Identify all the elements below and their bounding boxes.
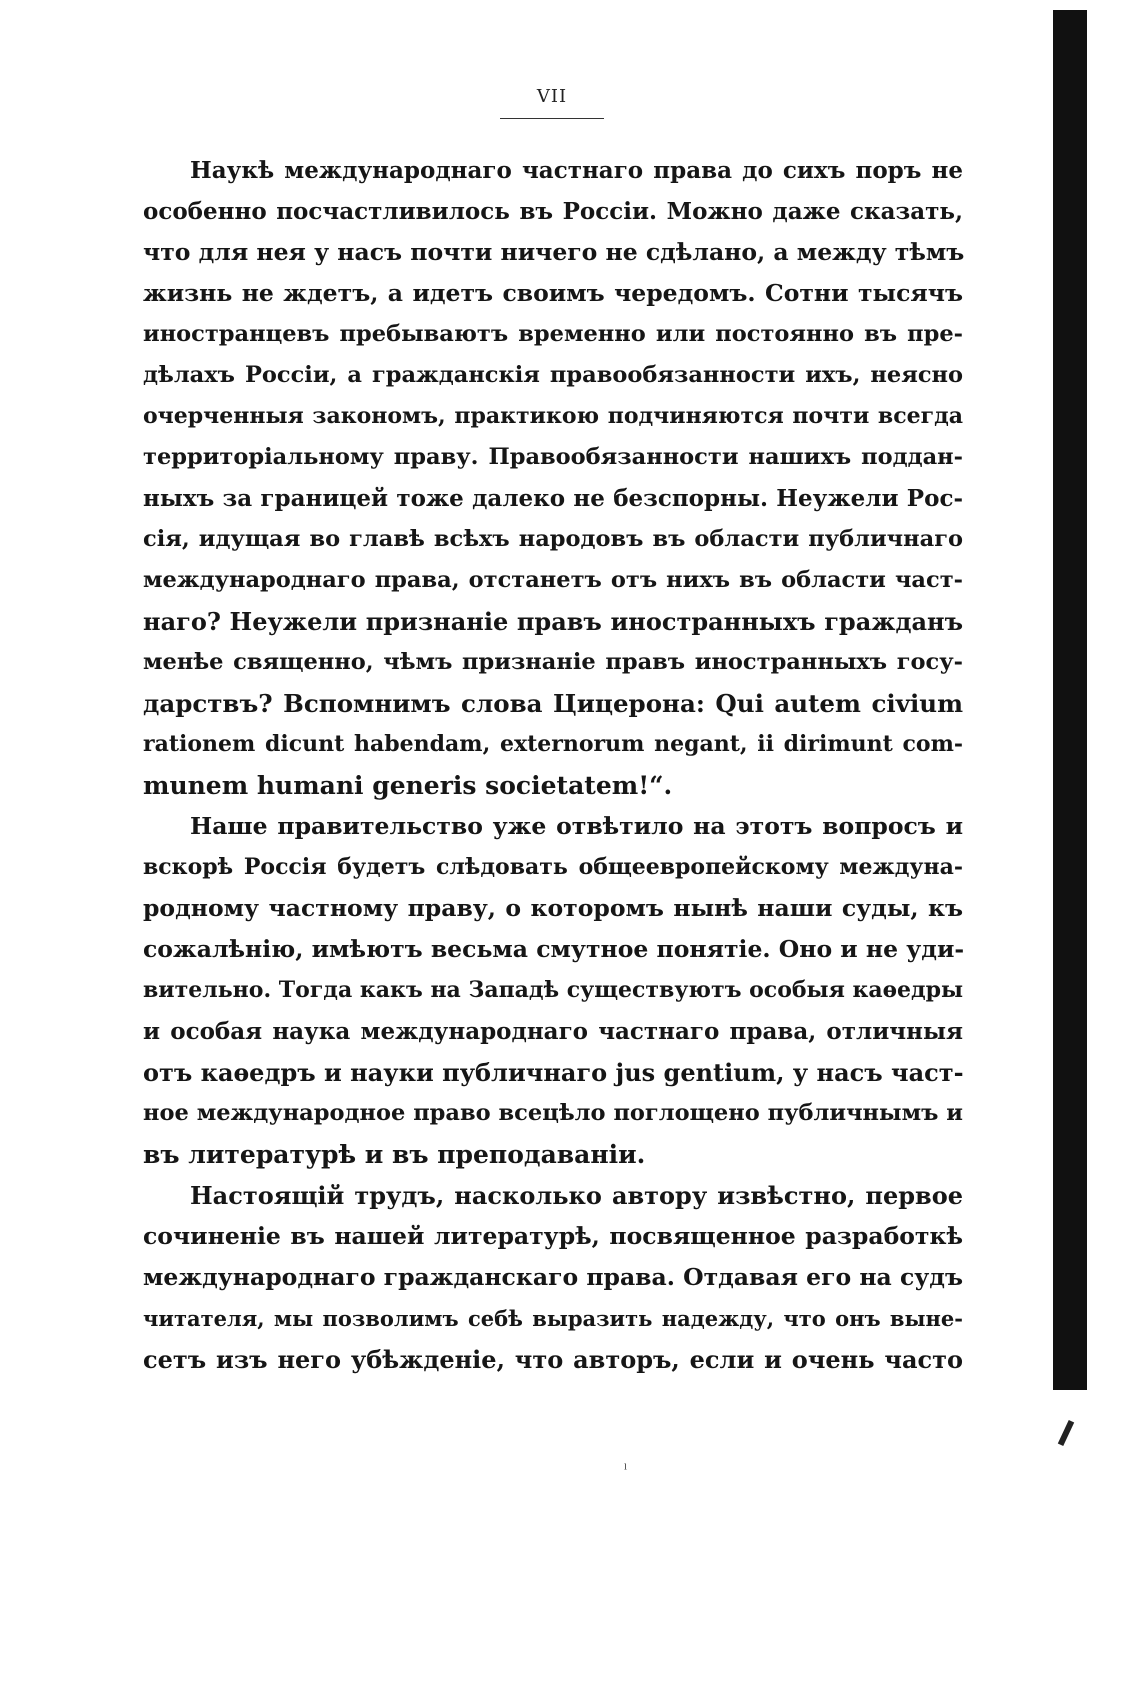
text-line: Наукѣ международнаго частнаго права до сихъ поръ не <box>190 157 963 184</box>
text-line: и особая наука международнаго частнаго права, отличныя <box>143 1018 963 1045</box>
text-line: очерченныя закономъ, практикою подчиняются почти всегда <box>143 403 963 429</box>
text-line: munem humani generis societatem!“. <box>143 771 673 800</box>
text-line: Наше правительство уже отвѣтило на этотъ вопросъ и <box>190 812 963 840</box>
text-line: что для нея у насъ почти ничего не сдѣлано, а между тѣмъ <box>143 238 965 266</box>
text-line: наго? Неужели признаніе правъ иностранныхъ гражданъ <box>143 607 963 636</box>
body-text <box>143 150 963 1380</box>
text-line: вительно. Тогда какъ на Западѣ существуютъ особыя каѳедры <box>143 977 964 1003</box>
text-line: ныхъ за границей тоже далеко не безспорны. Неужели Рос- <box>143 485 963 512</box>
text-line: сожалѣнію, имѣютъ весьма смутное понятіе. Оно и не уди- <box>143 935 965 963</box>
text-line: особенно посчастливилось въ Россіи. Можно даже сказать, <box>143 198 963 225</box>
footer-mark: ˡ <box>624 1462 628 1478</box>
text-line: rationem dicunt habendam, externorum negant, ii dirimunt com- <box>143 731 963 757</box>
paragraph-3 <box>143 1175 963 1380</box>
text-line: менѣе священно, чѣмъ признаніе правъ иностранныхъ госу- <box>143 649 963 675</box>
scan-border-shadow <box>1053 10 1087 1390</box>
text-line: въ литературѣ и въ преподаваніи. <box>143 1140 646 1169</box>
paragraph-1 <box>143 150 963 806</box>
text-line: международнаго гражданскаго права. Отдавая его на судъ <box>143 1263 963 1291</box>
text-line: дарствъ? Вспомнимъ слова Цицерона: Qui autem civium <box>143 689 963 718</box>
text-line: дѣлахъ Россіи, а гражданскія правообязанности ихъ, неясно <box>143 362 963 388</box>
text-line: ное международное право всецѣло поглощено публичнымъ и <box>143 1100 963 1126</box>
text-line: сія, идущая во главѣ всѣхъ народовъ въ области публичнаго <box>143 526 963 552</box>
scan-artifact <box>1058 1420 1074 1446</box>
paragraph-2 <box>143 806 963 1175</box>
text-line: территоріальному праву. Правообязанности нашихъ поддан- <box>143 444 963 470</box>
text-line: вскорѣ Россія будетъ слѣдовать общеевропейскому междуна- <box>143 854 963 880</box>
text-line: Настоящій трудъ, насколько автору извѣстно, первое <box>190 1181 963 1210</box>
text-line: читателя, мы позволимъ себѣ выразить надежду, что онъ выне- <box>143 1306 963 1331</box>
page-number: VII <box>536 86 568 107</box>
text-line: жизнь не ждетъ, а идетъ своимъ чередомъ. Сотни тысячъ <box>143 279 963 307</box>
text-line: сетъ изъ него убѣжденіе, что авторъ, если и очень часто <box>143 1345 963 1374</box>
text-line: сочиненіе въ нашей литературѣ, посвященное разработкѣ <box>143 1222 963 1250</box>
header-rule <box>500 118 604 119</box>
text-line: родному частному праву, о которомъ нынѣ наши суды, къ <box>143 894 963 922</box>
text-line: международнаго права, отстанетъ отъ нихъ въ области част- <box>143 567 963 593</box>
text-line: иностранцевъ пребываютъ временно или постоянно въ пре- <box>143 321 963 347</box>
page-header <box>500 86 604 119</box>
text-line: отъ каѳедръ и науки публичнаго jus gentium, у насъ част- <box>143 1058 964 1087</box>
